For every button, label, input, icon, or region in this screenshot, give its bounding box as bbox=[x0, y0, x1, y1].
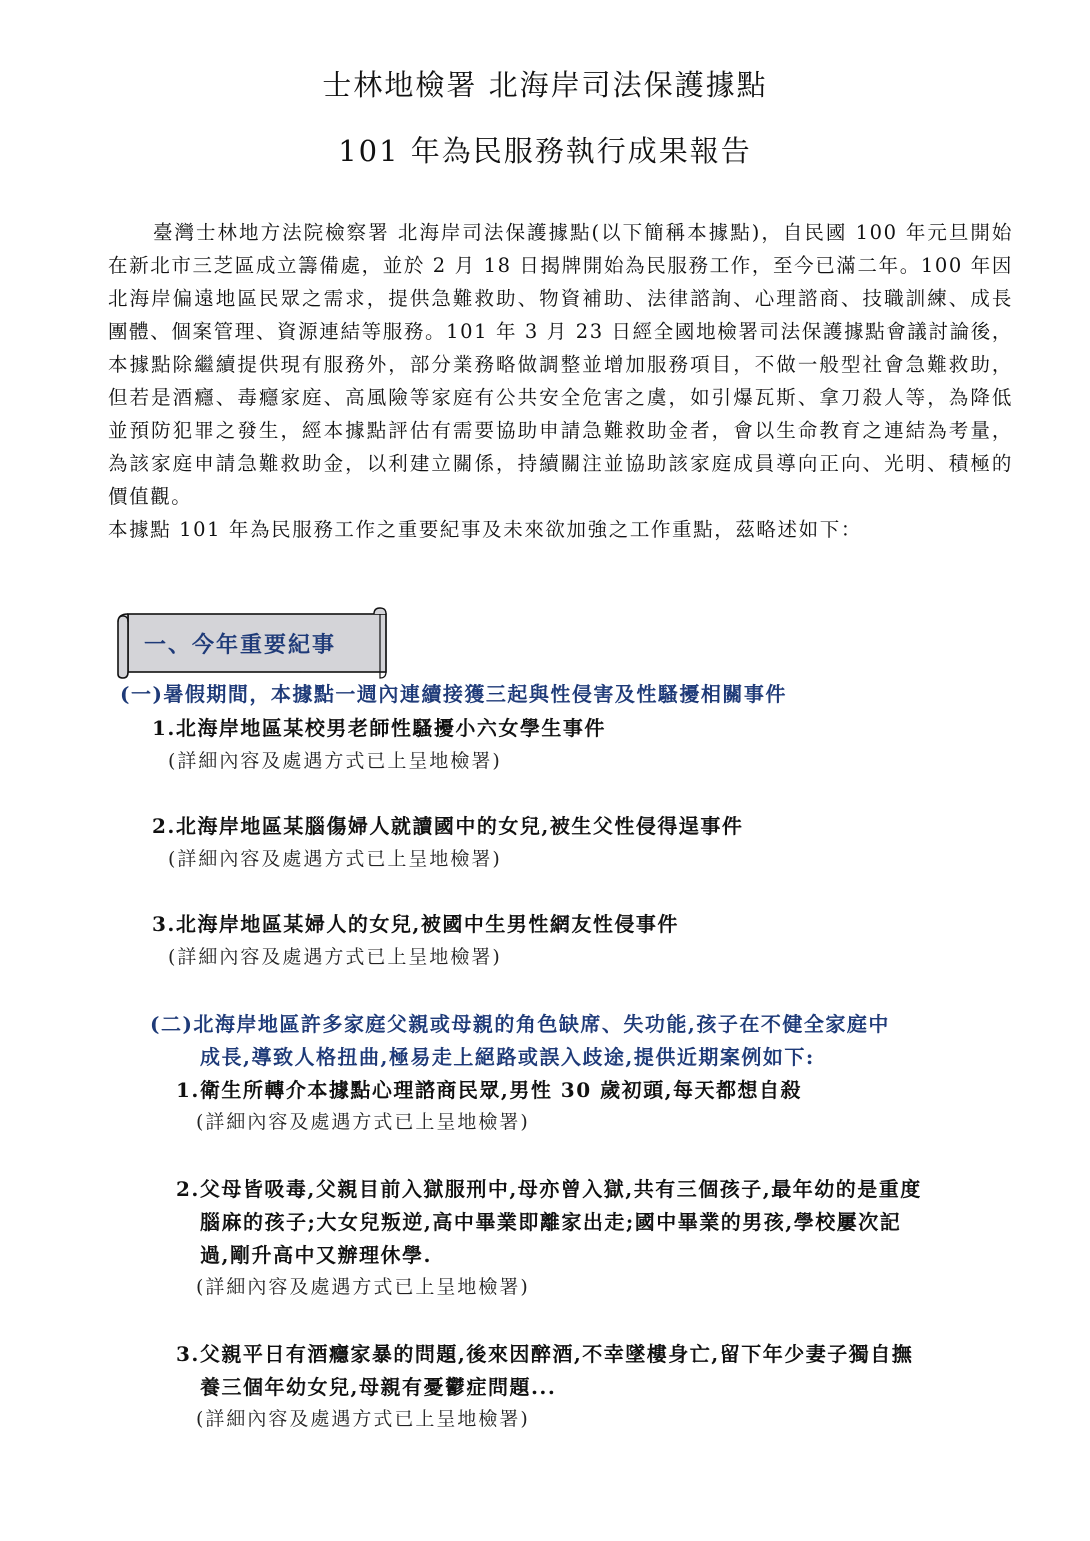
section-2-item-3-note: (詳細內容及處遇方式已上呈地檢署) bbox=[196, 1408, 530, 1430]
section-1-item-1-note: (詳細內容及處遇方式已上呈地檢署) bbox=[168, 750, 502, 772]
section-1-item-1-title: 1.北海岸地區某校男老師性騷擾小六女學生事件 bbox=[152, 716, 606, 740]
section-2-item-2-title-line-2: 腦麻的孩子;大女兒叛逆,高中畢業即離家出走;國中畢業的男孩,學校屢次記 bbox=[200, 1210, 902, 1234]
section-1-item-3-title: 3.北海岸地區某婦人的女兒,被國中生男性網友性侵事件 bbox=[152, 912, 679, 936]
report-title-line-2: 101 年為民服務執行成果報告 bbox=[338, 134, 752, 168]
section-scroll-banner bbox=[114, 606, 392, 680]
section-2-item-1-title: 1.衛生所轉介本據點心理諮商民眾,男性 30 歲初頭,每天都想自殺 bbox=[176, 1078, 803, 1102]
section-1-item-3-note: (詳細內容及處遇方式已上呈地檢署) bbox=[168, 946, 502, 968]
report-title-line-1: 士林地檢署 北海岸司法保護據點 bbox=[322, 68, 768, 102]
section-1-item-2-note: (詳細內容及處遇方式已上呈地檢署) bbox=[168, 848, 502, 870]
section-2-heading-line-1: (二)北海岸地區許多家庭父親或母親的角色缺席、失功能,孩子在不健全家庭中 bbox=[150, 1012, 890, 1036]
section-2-item-3-title-line-1: 3.父親平日有酒癮家暴的問題,後來因醉酒,不幸墜樓身亡,留下年少妻子獨自撫 bbox=[176, 1342, 914, 1366]
section-2-item-3-title-line-2: 養三個年幼女兒,母親有憂鬱症問題... bbox=[200, 1375, 557, 1399]
section-1-heading: (一)暑假期間，本據點一週內連續接獲三起與性侵害及性騷擾相關事件 bbox=[120, 682, 787, 706]
intro-closing-line: 本據點 101 年為民服務工作之重要紀事及未來欲加強之工作重點，茲略述如下： bbox=[108, 518, 862, 541]
section-1-item-2-title: 2.北海岸地區某腦傷婦人就讀國中的女兒,被生父性侵得逞事件 bbox=[152, 814, 744, 838]
intro-paragraph: 臺灣士林地方法院檢察署 北海岸司法保護據點(以下簡稱本據點)，自民國 100 年元旦開始在新北市三芝區成立籌備處，並於 2 月 18 日揭牌開始為民服務工作，至今已滿二年。100 年因北海岸偏遠地區民眾之需求，提供急難救助、物資補助、法律諮詢、心理諮商、技職訓練、成長團體、個案管理、資源連結等服務。101 年 3 月 23 日經全國地檢署司法保護據點會議討論後，本據點除繼續提供現有服務外，部分業務略做調整並增加服務項目，不做一般型社會急難救助，但若是酒癮、毒癮家庭、高風險等家庭有公共安全危害之虞，如引爆瓦斯、拿刀殺人等，為降低並預防犯罪之發生，經本據點評估有需要協助申請急難救助金者，會以生命教育之連結為考量，為該家庭申請急難救助金，以利建立關係，持續關注並協助該家庭成員導向正向、光明、積極的價值觀。 bbox=[108, 221, 1013, 508]
section-2-heading-line-2: 成長,導致人格扭曲,極易走上絕路或誤入歧途,提供近期案例如下: bbox=[200, 1045, 815, 1069]
section-2-item-2-note: (詳細內容及處遇方式已上呈地檢署) bbox=[196, 1276, 530, 1298]
section-2-item-2-title-line-1: 2.父母皆吸毒,父親目前入獄服刑中,母亦曾入獄,共有三個孩子,最年幼的是重度 bbox=[176, 1177, 922, 1201]
section-2-item-2-title-line-3: 過,剛升高中又辦理休學. bbox=[200, 1243, 432, 1267]
section-2-item-1-note: (詳細內容及處遇方式已上呈地檢署) bbox=[196, 1111, 530, 1133]
section-title-important-events: 一、今年重要紀事 bbox=[144, 632, 337, 658]
